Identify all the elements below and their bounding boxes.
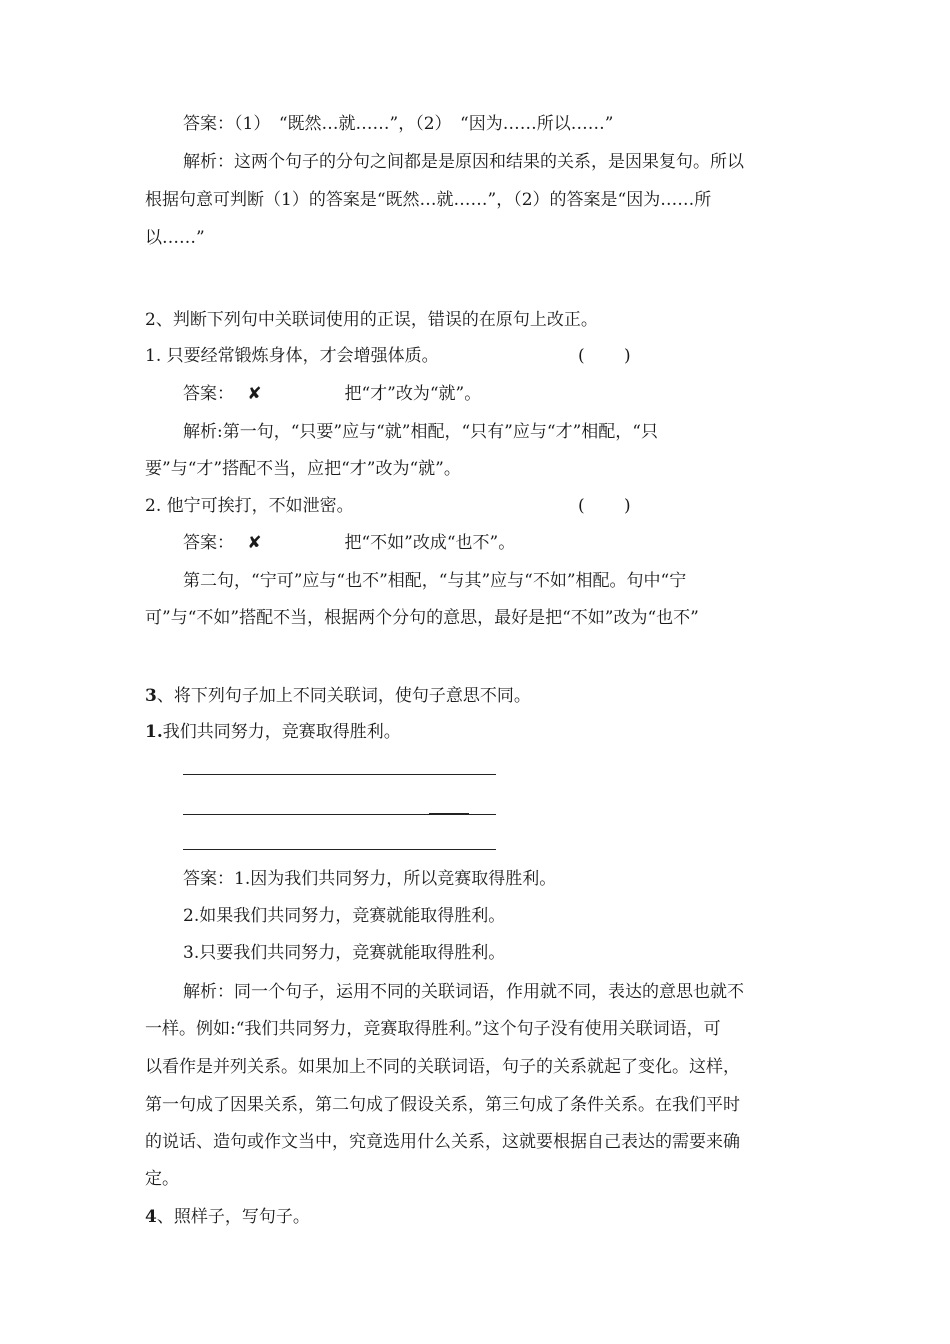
q3-answer-1 — [183, 867, 556, 891]
prompt-number: 1. — [145, 722, 163, 742]
answer-text: 1.因为我们共同努力，所以竞赛取得胜利。 — [234, 869, 557, 889]
q3-analysis-line-1: 解析：同一个句子，运用不同的关联词语，作用就不同，表达的意思也就不 — [183, 982, 744, 1002]
answer-label: 答案： — [183, 384, 234, 404]
q1-analysis-line-1: 解析：这两个句子的分句之间都是是原因和结果的关系，是因果复句。所以 — [183, 152, 744, 172]
q3-answer-2: 2.如果我们共同努力，竞赛就能取得胜利。 — [183, 906, 506, 926]
q2-item-1-answer — [183, 382, 481, 406]
answer-label: 答案： — [183, 114, 234, 134]
q1-answer — [183, 112, 613, 136]
q3-analysis-line-5: 的说话、造句或作文当中，究竟选用什么关系，这就要根据自己表达的需要来确 — [145, 1132, 740, 1152]
q3-analysis-line-4: 第一句成了因果关系，第二句成了假设关系，第三句成了条件关系。在我们平时 — [145, 1095, 740, 1115]
answer-text: （1） “既然…就……”，（2） “因为……所以……” — [234, 114, 614, 134]
q3-answer-3: 3.只要我们共同努力，竞赛就能取得胜利。 — [183, 943, 506, 963]
q2-item-2-answer — [183, 531, 515, 555]
q2-heading: 2、判断下列句中关联词使用的正误，错误的在原句上改正。 — [145, 310, 598, 330]
q3-heading — [145, 684, 531, 708]
q2-item-2-analysis-line-1: 第二句，“宁可”应与“也不”相配，“与其”应与“不如”相配。句中“宁 — [183, 571, 687, 591]
question-number: 4 — [145, 1207, 157, 1227]
q4-heading — [145, 1205, 310, 1229]
cross-mark-icon: ✘ — [247, 384, 262, 404]
correction-text: 把“不如”改成“也不”。 — [344, 533, 516, 553]
q3-prompt — [145, 720, 401, 744]
answer-blank-1[interactable] — [183, 774, 496, 775]
question-number: 3 — [145, 686, 157, 706]
answer-blank-2-underline — [429, 813, 469, 815]
q2-item-2: 2. 他宁可挨打，不如泄密。 — [145, 496, 354, 516]
q3-analysis-line-3: 以看作是并列关系。如果加上不同的关联词语，句子的关系就起了变化。这样， — [145, 1057, 740, 1077]
q1-analysis-line-2: 根据句意可判断（1）的答案是“既然…就……”，（2）的答案是“因为……所 — [145, 190, 712, 210]
cross-mark-icon: ✘ — [247, 533, 262, 553]
q2-item-1-analysis-line-1: 解析:第一句，“只要”应与“就”相配，“只有”应与“才”相配，“只 — [183, 422, 658, 442]
q3-analysis-line-2: 一样。例如:“我们共同努力，竞赛取得胜利。”这个句子没有使用关联词语，可 — [145, 1019, 721, 1039]
answer-label: 答案： — [183, 869, 234, 889]
answer-blank-3[interactable] — [183, 849, 496, 850]
prompt-text: 我们共同努力，竞赛取得胜利。 — [162, 722, 401, 742]
q2-item-2-paren: ( ) — [578, 496, 631, 516]
q3-analysis-line-6: 定。 — [145, 1169, 179, 1189]
q1-analysis-line-3: 以……” — [145, 228, 205, 248]
q2-item-1-paren: ( ) — [578, 346, 631, 366]
q2-item-2-analysis-line-2: 可”与“不如”搭配不当，根据两个分句的意思，最好是把“不如”改为“也不” — [145, 608, 699, 628]
question-text: 、将下列句子加上不同关联词，使句子意思不同。 — [156, 686, 531, 706]
answer-label: 答案： — [183, 533, 234, 553]
question-text: 、照样子，写句子。 — [156, 1207, 310, 1227]
correction-text: 把“才”改为“就”。 — [344, 384, 482, 404]
q2-item-1: 1. 只要经常锻炼身体，才会增强体质。 — [145, 346, 439, 366]
q2-item-1-analysis-line-2: 要”与“才”搭配不当，应把“才”改为“就”。 — [145, 459, 461, 479]
